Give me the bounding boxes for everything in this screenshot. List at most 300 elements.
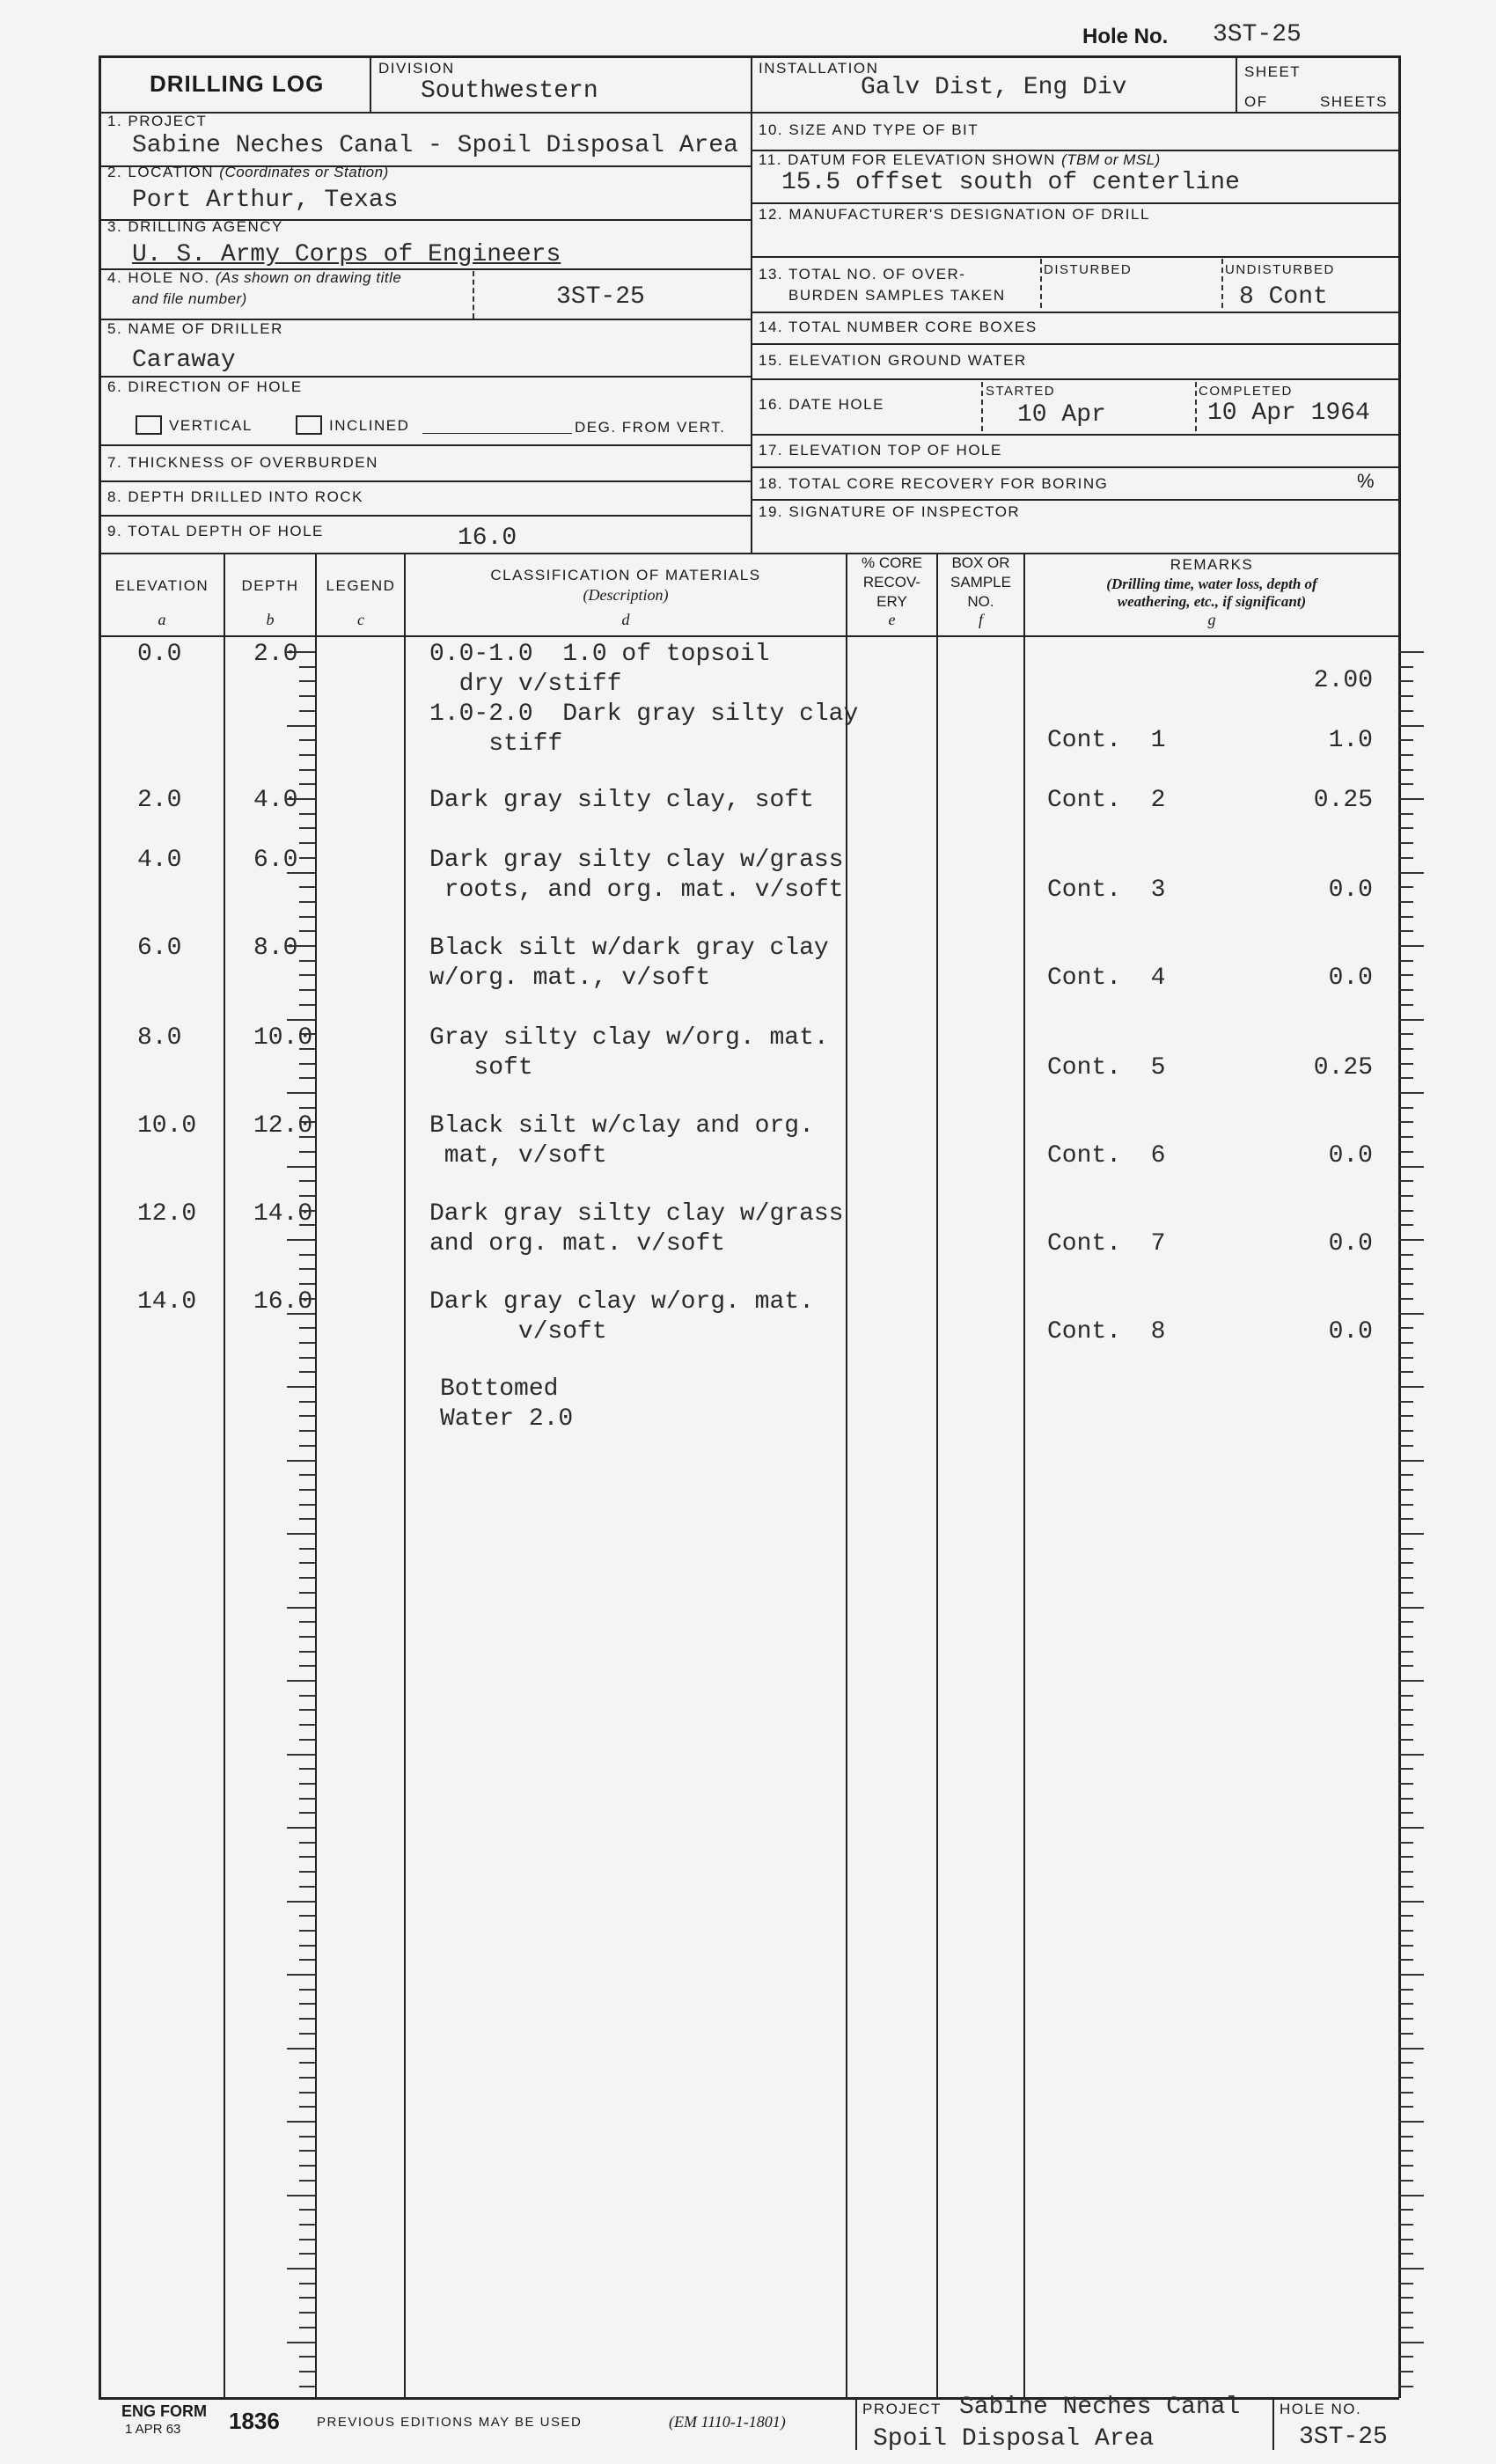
depth-tick-right <box>1399 2209 1413 2211</box>
col-remarks-note-1: (Drilling time, water loss, depth of <box>1106 576 1317 592</box>
depth-tick-legend <box>299 1577 315 1579</box>
depth-tick-right <box>1399 2048 1424 2050</box>
row-remark-value: 0.0 <box>1328 1230 1373 1258</box>
footer-project-label: PROJECT <box>862 2401 942 2417</box>
hole-no-note: (As shown on drawing title <box>215 269 402 286</box>
depth-tick-right <box>1399 2018 1413 2020</box>
col-classification-letter: d <box>621 611 630 628</box>
depth-tick-legend <box>299 2150 315 2152</box>
row-description-line: 1.0-2.0 Dark gray silty clay <box>429 700 859 728</box>
depth-tick-right <box>1399 1842 1413 1844</box>
depth-tick-right <box>1399 1121 1413 1123</box>
col-core-header-3: ERY <box>876 593 907 610</box>
row-remark-value: 0.0 <box>1328 876 1373 904</box>
completed-label: COMPLETED <box>1199 384 1293 399</box>
vertical-label: VERTICAL <box>169 417 253 434</box>
depth-tick-right <box>1399 1709 1413 1711</box>
row-remark-value: 1.0 <box>1328 727 1373 754</box>
depth-tick-right <box>1399 2283 1413 2284</box>
depth-tick-legend <box>287 1974 315 1976</box>
depth-tick-legend <box>299 1886 315 1888</box>
depth-tick-legend <box>299 1489 315 1491</box>
depth-tick-legend <box>287 1386 315 1388</box>
col-core-letter: e <box>888 611 896 628</box>
depth-tick-right <box>1399 2371 1413 2372</box>
depth-tick-legend <box>299 783 315 785</box>
depth-tick-legend <box>299 827 315 829</box>
depth-tick-legend <box>287 872 315 874</box>
form-title: DRILLING LOG <box>150 70 325 97</box>
depth-tick-right <box>1399 1386 1424 1388</box>
row-depth: 8.0 <box>253 935 298 962</box>
depth-tick-right <box>1399 1739 1413 1741</box>
depth-tick-legend <box>287 651 315 653</box>
depth-tick-legend <box>299 1136 315 1138</box>
started-value: 10 Apr <box>1017 401 1106 429</box>
sheets-label: SHEETS <box>1320 93 1389 110</box>
depth-tick-legend <box>299 2356 315 2358</box>
hole-no-note2-text: and file number) <box>132 290 247 307</box>
col-elevation-header: ELEVATION <box>114 577 209 594</box>
vertical-checkbox[interactable] <box>136 415 162 435</box>
depth-tick-right <box>1399 1210 1413 1212</box>
row-sample-number: Cont. 4 <box>1047 964 1166 992</box>
depth-tick-legend <box>287 798 315 800</box>
hole-number-label: Hole No. <box>1082 25 1169 48</box>
depth-tick-right <box>1399 1768 1413 1770</box>
depth-tick-legend <box>299 1945 315 1947</box>
depth-tick-right <box>1399 1195 1413 1197</box>
row-remark-value: 0.0 <box>1328 964 1373 992</box>
inclined-checkbox[interactable] <box>296 415 322 435</box>
depth-tick-legend <box>299 754 315 756</box>
depth-tick-right <box>1399 1504 1413 1506</box>
depth-tick-right <box>1399 974 1413 976</box>
row-elevation: 14.0 <box>137 1288 197 1316</box>
depth-tick-legend <box>287 1680 315 1682</box>
depth-tick-right <box>1399 1004 1413 1006</box>
depth-tick-legend <box>299 842 315 844</box>
depth-tick-legend <box>299 989 315 991</box>
footer-hole-label: HOLE NO. <box>1280 2401 1362 2417</box>
depth-tick-right <box>1399 1401 1413 1403</box>
location-label-text: 2. LOCATION <box>107 164 215 180</box>
undisturbed-value: 8 Cont <box>1239 283 1328 311</box>
row-description-line: Dark gray silty clay, soft <box>429 787 814 814</box>
row-elevation: 4.0 <box>137 847 182 874</box>
row-sample-number: Cont. 3 <box>1047 876 1166 904</box>
agency-value: U. S. Army Corps of Engineers <box>132 241 561 268</box>
depth-tick-legend <box>287 945 315 947</box>
datum-label-text: 11. DATUM FOR ELEVATION SHOWN <box>759 151 1056 168</box>
depth-tick-legend <box>299 1004 315 1006</box>
depth-tick-legend <box>299 1930 315 1932</box>
inclined-label: INCLINED <box>329 417 410 434</box>
depth-tick-right <box>1399 857 1413 859</box>
row-depth: 10.0 <box>253 1024 313 1052</box>
depth-tick-right <box>1399 2121 1424 2123</box>
installation-label: INSTALLATION <box>759 60 879 77</box>
depth-tick-legend <box>299 1548 315 1550</box>
depth-tick-right <box>1399 2268 1424 2270</box>
depth-tick-right <box>1399 651 1424 653</box>
depth-tick-legend <box>299 2106 315 2108</box>
depth-tick-legend <box>299 1709 315 1711</box>
depth-tick-right <box>1399 2297 1413 2299</box>
depth-tick-right <box>1399 1254 1413 1256</box>
depth-tick-right <box>1399 1107 1413 1109</box>
location-label <box>107 164 389 181</box>
depth-tick-legend <box>299 2165 315 2167</box>
row-elevation: 10.0 <box>137 1112 197 1140</box>
footer-form-date: 1 APR 63 <box>125 2422 181 2437</box>
depth-tick-right <box>1399 1592 1413 1594</box>
depth-tick-legend <box>287 1607 315 1609</box>
depth-tick-right <box>1399 1754 1424 1756</box>
depth-tick-legend <box>299 857 315 859</box>
depth-tick-right <box>1399 783 1413 785</box>
bit-label: 10. SIZE AND TYPE OF BIT <box>759 121 979 138</box>
col-box-header-3: NO. <box>967 593 994 610</box>
hole-no-label <box>107 269 401 287</box>
depth-tick-legend <box>287 2342 315 2343</box>
depth-tick-right <box>1399 1136 1413 1138</box>
hole-no-value: 3ST-25 <box>556 283 645 311</box>
row-description-line: 0.0-1.0 1.0 of topsoil <box>429 641 770 668</box>
depth-tick-right <box>1399 1724 1413 1726</box>
hole-number-header <box>1082 25 1168 49</box>
sheet-label: SHEET <box>1244 63 1302 80</box>
project-label: 1. PROJECT <box>107 113 208 129</box>
col-classification-header: CLASSIFICATION OF MATERIALS <box>490 567 761 583</box>
depth-tick-right <box>1399 695 1413 697</box>
footer-form-number: 1836 <box>229 2408 280 2434</box>
depth-tick-right <box>1399 1680 1424 1682</box>
depth-tick-legend <box>299 1151 315 1153</box>
datum-note: (TBM or MSL) <box>1061 151 1161 168</box>
agency-label: 3. DRILLING AGENCY <box>107 218 283 235</box>
depth-tick-right <box>1399 813 1413 815</box>
depth-tick-right <box>1399 1577 1413 1579</box>
row-description-line: w/org. mat., v/soft <box>429 964 711 992</box>
col-remarks-letter: g <box>1207 611 1216 628</box>
depth-tick-right <box>1399 1092 1424 1094</box>
depth-tick-legend <box>299 974 315 976</box>
depth-tick-right <box>1399 2386 1413 2387</box>
depth-tick-legend <box>287 725 315 727</box>
col-remarks-header: REMARKS <box>1170 556 1254 573</box>
depth-tick-right <box>1399 769 1413 771</box>
depth-tick-right <box>1399 798 1424 800</box>
sheet-of-label: OF <box>1244 93 1268 110</box>
depth-tick-legend <box>299 1856 315 1858</box>
depth-tick-right <box>1399 1901 1424 1903</box>
depth-tick-right <box>1399 1019 1424 1021</box>
depth-tick-right <box>1399 1489 1413 1491</box>
depth-tick-right <box>1399 739 1413 741</box>
depth-tick-legend <box>287 2048 315 2050</box>
depth-tick-legend <box>287 2195 315 2196</box>
depth-tick-legend <box>287 1092 315 1094</box>
depth-tick-legend <box>299 1342 315 1344</box>
row-elevation: 8.0 <box>137 1024 182 1052</box>
depth-tick-right <box>1399 1327 1413 1329</box>
completed-value: 10 Apr 1964 <box>1207 400 1370 427</box>
started-label: STARTED <box>986 384 1056 399</box>
depth-tick-right <box>1399 710 1413 712</box>
depth-tick-legend <box>299 1048 315 1050</box>
row-description-line: Dark gray clay w/org. mat. <box>429 1288 814 1316</box>
depth-tick-right <box>1399 1268 1413 1270</box>
depth-tick-legend <box>299 2033 315 2035</box>
depth-tick-legend <box>287 1754 315 1756</box>
driller-label: 5. NAME OF DRILLER <box>107 320 283 337</box>
depth-tick-legend <box>299 680 315 682</box>
location-value: Port Arthur, Texas <box>132 187 399 214</box>
depth-tick-legend <box>299 1665 315 1667</box>
depth-tick-legend <box>299 1621 315 1623</box>
depth-tick-legend <box>299 1254 315 1256</box>
depth-tick-legend <box>299 739 315 741</box>
depth-tick-right <box>1399 1989 1413 1991</box>
depth-tick-right <box>1399 1798 1413 1800</box>
depth-tick-legend <box>299 930 315 932</box>
depth-tick-right <box>1399 2224 1413 2226</box>
depth-tick-legend <box>299 2209 315 2211</box>
row-depth: 2.0 <box>253 641 298 668</box>
row-remark-value: 0.25 <box>1313 787 1373 814</box>
depth-tick-right <box>1399 1621 1413 1623</box>
depth-tick-legend <box>299 1224 315 1226</box>
depth-tick-right <box>1399 666 1413 668</box>
row-elevation: 12.0 <box>137 1200 197 1228</box>
depth-tick-right <box>1399 725 1424 727</box>
depth-tick-right <box>1399 1048 1413 1050</box>
depth-tick-legend <box>299 916 315 918</box>
depth-tick-legend <box>299 1959 315 1961</box>
row-description-line: mat, v/soft <box>429 1142 607 1170</box>
manufacturer-label: 12. MANUFACTURER'S DESIGNATION OF DRILL <box>759 206 1150 223</box>
row-description-line: v/soft <box>429 1318 607 1346</box>
row-remark-value: 0.25 <box>1313 1054 1373 1082</box>
depth-tick-right <box>1399 1342 1413 1344</box>
row-description-line: dry v/stiff <box>429 671 622 698</box>
depth-tick-legend <box>299 1445 315 1447</box>
depth-tick-right <box>1399 827 1413 829</box>
depth-tick-legend <box>299 2239 315 2240</box>
core-recovery-unit: % <box>1357 470 1375 492</box>
depth-tick-legend <box>299 2003 315 2005</box>
row-remark-value: 2.00 <box>1313 667 1373 694</box>
depth-tick-legend <box>299 1724 315 1726</box>
depth-tick-legend <box>299 2092 315 2094</box>
depth-tick-legend <box>299 695 315 697</box>
depth-tick-legend <box>299 2180 315 2182</box>
depth-tick-legend <box>299 1768 315 1770</box>
depth-tick-right <box>1399 1151 1413 1153</box>
depth-tick-legend <box>299 901 315 903</box>
depth-tick-right <box>1399 930 1413 932</box>
division-value: Southwestern <box>421 77 598 105</box>
division-label: DIVISION <box>378 60 455 77</box>
depth-tick-right <box>1399 2165 1413 2167</box>
depth-tick-right <box>1399 2033 1413 2035</box>
depth-tick-legend <box>287 2268 315 2270</box>
depth-tick-right <box>1399 2342 1424 2343</box>
depth-tick-legend <box>287 2121 315 2123</box>
depth-tick-legend <box>299 1592 315 1594</box>
depth-tick-right <box>1399 1915 1413 1917</box>
depth-tick-legend <box>299 1518 315 1520</box>
col-core-header-2: RECOV- <box>862 574 921 590</box>
hole-no-note2 <box>132 290 247 308</box>
depth-tick-legend <box>299 1298 315 1300</box>
row-description-line: Black silt w/dark gray clay <box>429 935 829 962</box>
depth-tick-right <box>1399 1871 1413 1873</box>
depth-tick-right <box>1399 1856 1413 1858</box>
depth-tick-right <box>1399 1430 1413 1432</box>
row-sample-number: Cont. 5 <box>1047 1054 1166 1082</box>
undisturbed-label: UNDISTURBED <box>1225 262 1335 277</box>
depth-tick-legend <box>299 1107 315 1109</box>
depth-tick-right <box>1399 1313 1424 1315</box>
depth-tick-legend <box>287 1827 315 1829</box>
depth-tick-right <box>1399 2150 1413 2152</box>
core-recovery-label: 18. TOTAL CORE RECOVERY FOR BORING <box>759 475 1109 492</box>
degree-underline <box>422 433 572 434</box>
depth-tick-right <box>1399 1224 1413 1226</box>
depth-tick-right <box>1399 2077 1413 2079</box>
depth-tick-legend <box>299 769 315 771</box>
depth-tick-right <box>1399 680 1413 682</box>
depth-tick-right <box>1399 2180 1413 2182</box>
datum-value: 15.5 offset south of centerline <box>781 169 1240 196</box>
depth-tick-legend <box>299 710 315 712</box>
depth-tick-right <box>1399 1474 1413 1476</box>
depth-tick-legend <box>299 1739 315 1741</box>
depth-tick-right <box>1399 1283 1413 1285</box>
col-legend-header: LEGEND <box>326 577 396 594</box>
depth-tick-legend <box>299 1562 315 1564</box>
depth-tick-right <box>1399 2136 1413 2138</box>
depth-tick-right <box>1399 2092 1413 2094</box>
total-depth-value: 16.0 <box>458 524 517 552</box>
row-sample-number: Cont. 6 <box>1047 1142 1166 1170</box>
footer-em: (EM 1110-1-1801) <box>669 2413 786 2431</box>
degree-label: DEG. FROM VERT. <box>575 419 726 436</box>
depth-tick-right <box>1399 2062 1413 2064</box>
depth-tick-right <box>1399 1460 1424 1462</box>
row-description-line: soft <box>429 1054 533 1082</box>
location-note: (Coordinates or Station) <box>219 164 389 180</box>
row-description-line: Gray silty clay w/org. mat. <box>429 1024 829 1052</box>
depth-tick-right <box>1399 901 1413 903</box>
depth-tick-right <box>1399 1974 1424 1976</box>
depth-tick-legend <box>299 1268 315 1270</box>
row-sample-number: Cont. 8 <box>1047 1318 1166 1346</box>
row-sample-number: Cont. 1 <box>1047 727 1166 754</box>
col-box-header-1: BOX OR <box>951 554 1010 571</box>
depth-tick-right <box>1399 886 1413 888</box>
core-boxes-label: 14. TOTAL NUMBER CORE BOXES <box>759 319 1038 335</box>
row-elevation: 2.0 <box>137 787 182 814</box>
depth-tick-right <box>1399 1562 1413 1564</box>
depth-tick-right <box>1399 872 1424 874</box>
depth-tick-legend <box>299 960 315 962</box>
total-depth-label: 9. TOTAL DEPTH OF HOLE <box>107 523 324 539</box>
top-elevation-label: 17. ELEVATION TOP OF HOLE <box>759 442 1002 458</box>
depth-tick-right <box>1399 1548 1413 1550</box>
hole-no-label-text: 4. HOLE NO. <box>107 269 210 286</box>
depth-tick-legend <box>299 1121 315 1123</box>
depth-tick-right <box>1399 2003 1413 2005</box>
col-box-letter: f <box>978 611 983 628</box>
depth-tick-right <box>1399 945 1424 947</box>
depth-tick-legend <box>299 1504 315 1506</box>
depth-tick-legend <box>299 2136 315 2138</box>
depth-tick-right <box>1399 1665 1413 1667</box>
depth-tick-legend <box>299 1371 315 1373</box>
depth-tick-right <box>1399 754 1413 756</box>
depth-tick-right <box>1399 1533 1424 1535</box>
depth-tick-right <box>1399 2356 1413 2358</box>
datum-label <box>759 151 1161 169</box>
row-description-line: Black silt w/clay and org. <box>429 1112 814 1140</box>
depth-tick-legend <box>299 666 315 668</box>
depth-tick-legend <box>299 2077 315 2079</box>
depth-tick-legend <box>299 1842 315 1844</box>
depth-tick-right <box>1399 1783 1413 1785</box>
depth-tick-right <box>1399 1636 1413 1638</box>
depth-tick-legend <box>299 1871 315 1873</box>
row-sample-number: Cont. 2 <box>1047 787 1166 814</box>
depth-tick-right <box>1399 1812 1413 1814</box>
depth-tick-right <box>1399 916 1413 918</box>
depth-tick-legend <box>299 1077 315 1079</box>
depth-tick-legend <box>299 1783 315 1785</box>
depth-tick-legend <box>299 1430 315 1432</box>
depth-tick-legend <box>299 1033 315 1035</box>
depth-tick-right <box>1399 1166 1424 1168</box>
depth-tick-right <box>1399 1930 1413 1932</box>
row-description-line: and org. mat. v/soft <box>429 1230 726 1258</box>
depth-tick-right <box>1399 1445 1413 1447</box>
depth-tick-right <box>1399 2312 1413 2314</box>
row-remark-value: 0.0 <box>1328 1142 1373 1170</box>
depth-tick-right <box>1399 2106 1413 2108</box>
driller-value: Caraway <box>132 347 236 374</box>
samples-label-1: 13. TOTAL NO. OF OVER- <box>759 266 966 282</box>
bottom-note-line-2: Water 2.0 <box>440 1405 574 1433</box>
row-description-line: Dark gray silty clay w/grass <box>429 847 844 874</box>
depth-tick-legend <box>299 1210 315 1212</box>
row-elevation: 0.0 <box>137 641 182 668</box>
depth-tick-right <box>1399 2253 1413 2255</box>
depth-tick-legend <box>287 1239 315 1241</box>
depth-tick-right <box>1399 1033 1413 1035</box>
depth-tick-legend <box>299 1915 315 1917</box>
depth-tick-legend <box>287 1019 315 1021</box>
row-description-line: stiff <box>429 730 563 758</box>
depth-tick-legend <box>299 2224 315 2226</box>
depth-tick-legend <box>299 813 315 815</box>
depth-tick-legend <box>299 1327 315 1329</box>
depth-tick-right <box>1399 1945 1413 1947</box>
project-value: Sabine Neches Canal - Spoil Disposal Area <box>132 132 738 159</box>
depth-tick-legend <box>287 1313 315 1315</box>
depth-tick-legend <box>299 2297 315 2299</box>
date-hole-label: 16. DATE HOLE <box>759 396 884 413</box>
